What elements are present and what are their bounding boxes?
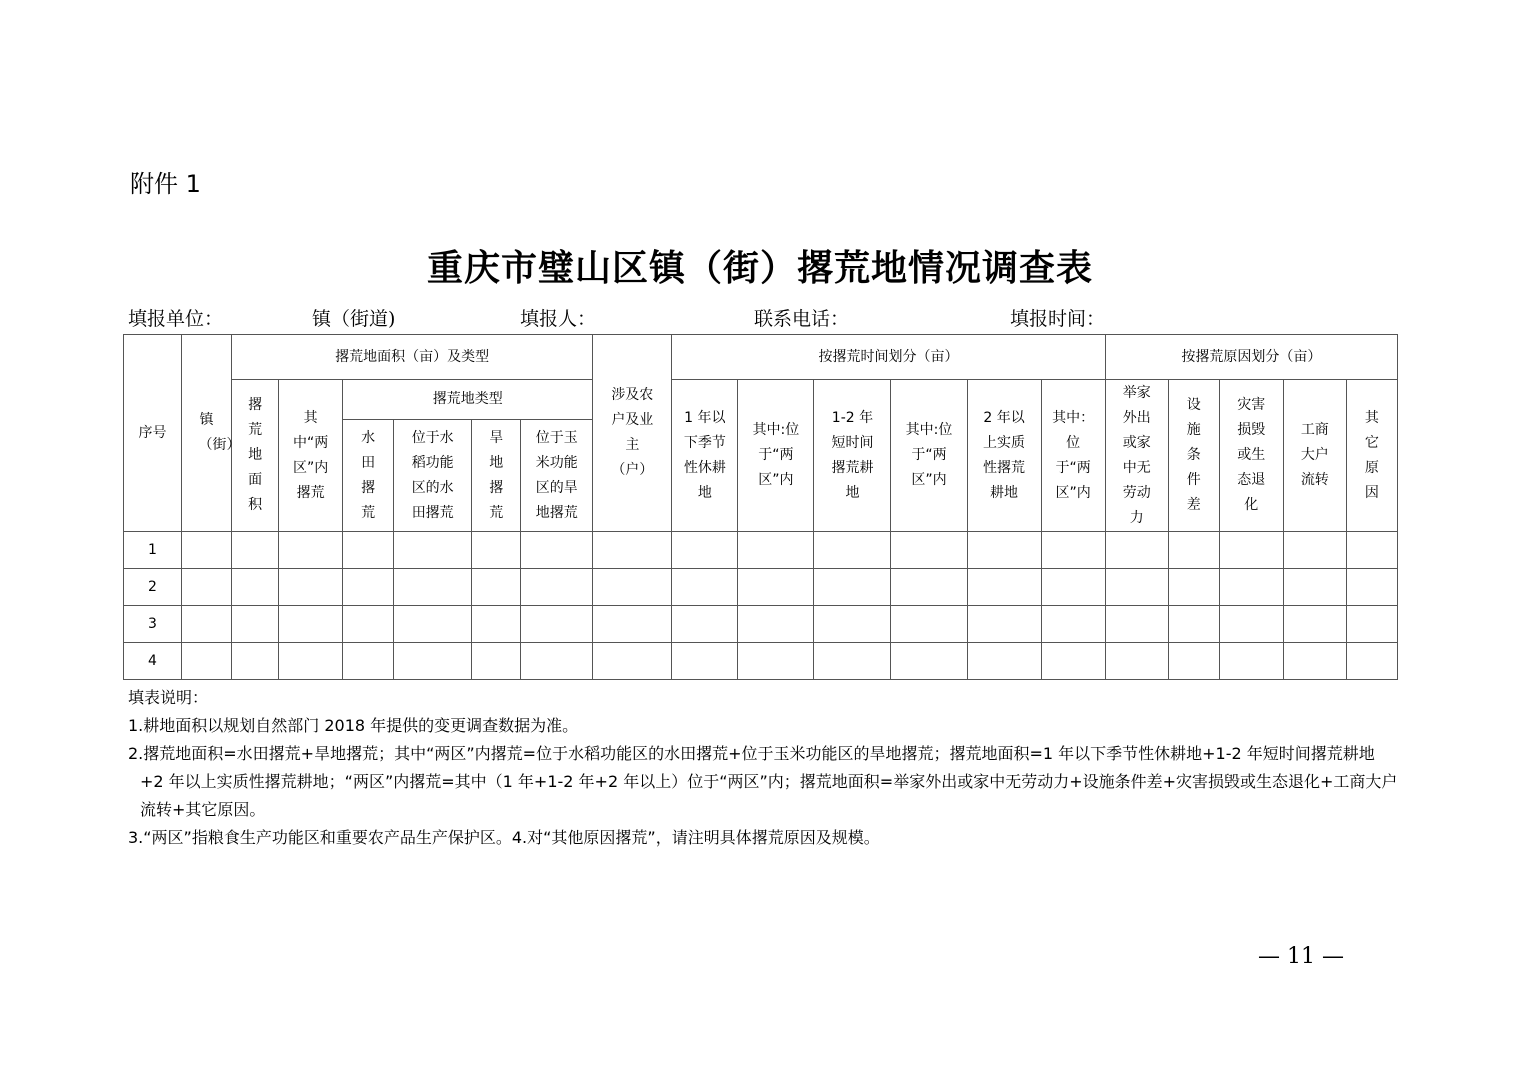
header-1-2y: 1-2 年短时间撂荒耕地 xyxy=(814,380,891,532)
note-1: 1.耕地面积以规划自然部门 2018 年提供的变更调查数据为准。 xyxy=(128,716,579,735)
fill-phone-label: 联系电话： xyxy=(754,308,850,330)
header-over-2y-in: 其中：位于“两区”内 xyxy=(1041,380,1105,532)
fill-time-label: 填报时间： xyxy=(1010,308,1106,330)
header-over-2y: 2 年以上实质性撂荒耕地 xyxy=(967,380,1041,532)
page-title: 重庆市璧山区镇（街）撂荒地情况调查表 xyxy=(426,247,1093,289)
note-3: 3.“两区”指粮食生产功能区和重要农产品生产保护区。4.对“其他原因撂荒”，请注明具体撂荒原因及规模。 xyxy=(128,828,880,847)
header-disaster: 灾害损毁或生态退化 xyxy=(1219,380,1283,532)
header-paddy-rice-zone: 位于水稻功能区的水田撂荒 xyxy=(394,420,472,532)
survey-table xyxy=(123,334,1398,680)
header-paddy: 水田撂荒 xyxy=(343,420,394,532)
header-time-group: 按撂荒时间划分（亩） xyxy=(672,335,1105,380)
header-facility: 设施条件差 xyxy=(1168,380,1219,532)
header-under-1y-in: 其中:位于“两区”内 xyxy=(738,380,814,532)
header-under-1y: 1 年以下季节性休耕地 xyxy=(672,380,738,532)
header-1-2y-in: 其中:位于“两区”内 xyxy=(891,380,967,532)
notes-heading: 填表说明： xyxy=(128,688,209,707)
header-reason-group: 按撂荒原因划分（亩） xyxy=(1105,335,1397,380)
header-seq: 序号 xyxy=(124,335,182,532)
table-row xyxy=(124,532,1398,569)
row-number: 1 xyxy=(124,532,182,569)
header-town: 镇（街） xyxy=(182,335,232,532)
fill-info-line xyxy=(0,304,1520,334)
header-dry: 旱地撂荒 xyxy=(472,420,521,532)
header-transfer: 工商大户流转 xyxy=(1283,380,1346,532)
attachment-label: 附件 1 xyxy=(130,170,201,198)
row-number: 2 xyxy=(124,569,182,606)
fill-unit-label: 填报单位： xyxy=(128,308,224,330)
header-households: 涉及农户及业主（户） xyxy=(593,335,672,532)
note-2: 2.撂荒地面积=水田撂荒+旱地撂荒；其中“两区”内撂荒=位于水稻功能区的水田撂荒+位于玉米功能区的旱地撂荒；撂荒地面积=1 年以下季节性休耕地+1-2 年短时间撂荒耕地+2 年以上实质性撂荒耕地；“两区”内撂荒=其中（1 年+1-2 年+2 年以上）位于“两区”内；撂荒地面积=举家外出或家中无劳动力+设施条件差+灾害损毁或生态退化+工商大户流转+其它原因。 xyxy=(128,744,1398,819)
table-row xyxy=(124,643,1398,680)
header-area-group: 撂荒地面积（亩）及类型 xyxy=(232,335,593,380)
header-dry-corn-zone: 位于玉米功能区的旱地撂荒 xyxy=(521,420,593,532)
filling-notes xyxy=(128,684,1398,852)
row-number: 3 xyxy=(124,606,182,643)
row-number: 4 xyxy=(124,643,182,680)
header-other: 其它原因 xyxy=(1346,380,1397,532)
fill-reporter-label: 填报人： xyxy=(520,308,597,330)
header-area: 撂荒地面积 xyxy=(232,380,279,532)
header-no-labor: 举家外出或家中无劳动力 xyxy=(1105,380,1168,532)
header-type-group: 撂荒地类型 xyxy=(343,380,593,420)
page-number: — 11 — xyxy=(1258,944,1344,969)
table-row xyxy=(124,569,1398,606)
header-area-two-zones: 其中“两区”内撂荒 xyxy=(279,380,343,532)
table-row xyxy=(124,606,1398,643)
fill-town-label: 镇（街道) xyxy=(312,308,396,330)
